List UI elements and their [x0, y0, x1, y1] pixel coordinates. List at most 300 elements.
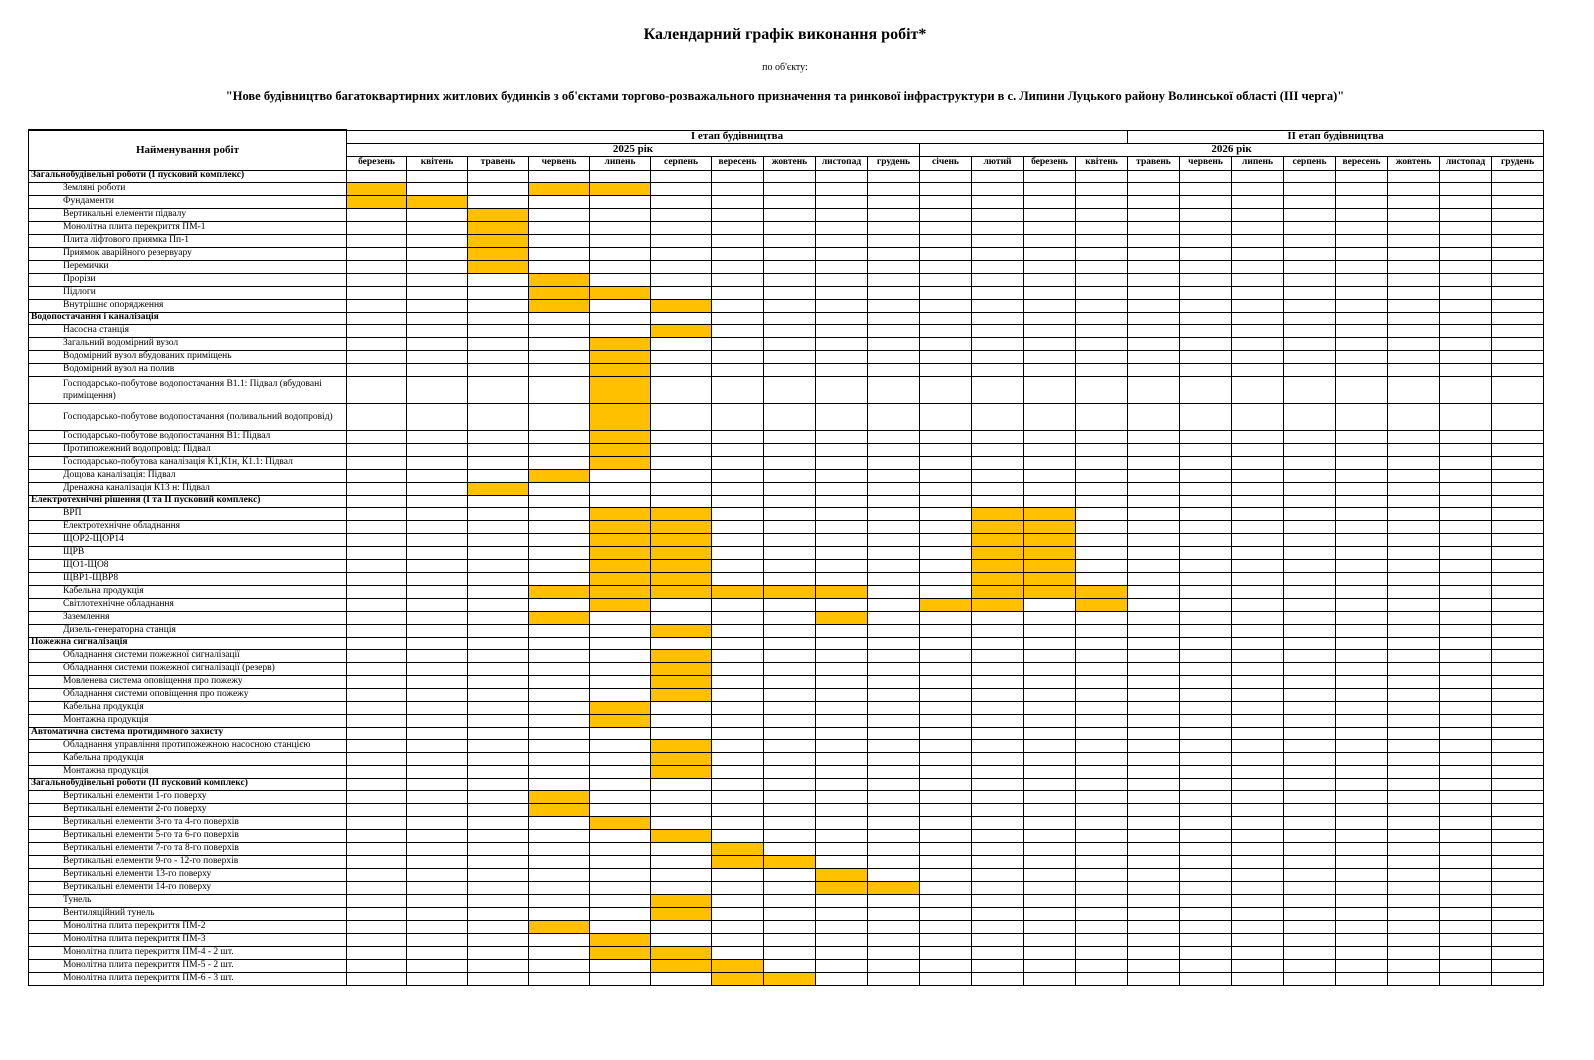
gantt-empty-cell	[590, 247, 651, 260]
gantt-empty-cell	[764, 247, 816, 260]
gantt-empty-cell	[347, 430, 407, 443]
task-row	[29, 701, 1544, 714]
gantt-empty-cell	[468, 701, 529, 714]
task-row	[29, 337, 1544, 350]
gantt-empty-cell	[1388, 662, 1440, 675]
gantt-empty-cell	[1076, 337, 1128, 350]
gantt-empty-cell	[1440, 946, 1492, 959]
gantt-empty-cell	[1336, 350, 1388, 363]
gantt-empty-cell	[1388, 482, 1440, 495]
gantt-empty-cell	[1336, 260, 1388, 273]
gantt-empty-cell	[590, 907, 651, 920]
gantt-empty-cell	[1492, 959, 1544, 972]
gantt-empty-cell	[1128, 312, 1180, 324]
gantt-empty-cell	[816, 195, 868, 208]
gantt-empty-cell	[1180, 752, 1232, 765]
gantt-empty-cell	[868, 946, 920, 959]
gantt-empty-cell	[1336, 803, 1388, 816]
gantt-empty-cell	[651, 363, 712, 376]
gantt-empty-cell	[590, 312, 651, 324]
gantt-empty-cell	[347, 920, 407, 933]
gantt-empty-cell	[468, 507, 529, 520]
gantt-empty-cell	[1440, 816, 1492, 829]
gantt-empty-cell	[1284, 572, 1336, 585]
gantt-empty-cell	[920, 585, 972, 598]
gantt-empty-cell	[1024, 482, 1076, 495]
gantt-bar-cell	[529, 790, 590, 803]
gantt-empty-cell	[764, 829, 816, 842]
gantt-empty-cell	[590, 727, 651, 739]
gantt-empty-cell	[1232, 546, 1284, 559]
gantt-empty-cell	[529, 520, 590, 533]
gantt-empty-cell	[468, 842, 529, 855]
gantt-empty-cell	[1232, 234, 1284, 247]
gantt-empty-cell	[1232, 208, 1284, 221]
gantt-empty-cell	[1232, 637, 1284, 649]
gantt-empty-cell	[1284, 598, 1336, 611]
gantt-empty-cell	[868, 585, 920, 598]
gantt-empty-cell	[407, 894, 468, 907]
gantt-empty-cell	[1232, 273, 1284, 286]
gantt-empty-cell	[651, 456, 712, 469]
gantt-empty-cell	[347, 675, 407, 688]
gantt-empty-cell	[529, 456, 590, 469]
gantt-empty-cell	[468, 520, 529, 533]
month-header: листопад	[816, 156, 868, 170]
task-row	[29, 507, 1544, 520]
gantt-empty-cell	[972, 312, 1024, 324]
gantt-empty-cell	[1076, 675, 1128, 688]
gantt-empty-cell	[972, 260, 1024, 273]
gantt-empty-cell	[1232, 286, 1284, 299]
gantt-empty-cell	[1076, 611, 1128, 624]
gantt-empty-cell	[920, 739, 972, 752]
gantt-empty-cell	[407, 559, 468, 572]
gantt-empty-cell	[407, 546, 468, 559]
gantt-empty-cell	[1284, 972, 1336, 985]
gantt-empty-cell	[1440, 456, 1492, 469]
gantt-empty-cell	[590, 637, 651, 649]
gantt-empty-cell	[816, 637, 868, 649]
task-row	[29, 456, 1544, 469]
gantt-empty-cell	[816, 649, 868, 662]
gantt-empty-cell	[816, 260, 868, 273]
gantt-empty-cell	[1336, 959, 1388, 972]
gantt-empty-cell	[1076, 286, 1128, 299]
gantt-empty-cell	[1388, 688, 1440, 701]
gantt-empty-cell	[868, 611, 920, 624]
gantt-empty-cell	[764, 675, 816, 688]
gantt-empty-cell	[1492, 443, 1544, 456]
task-row	[29, 816, 1544, 829]
gantt-bar-cell	[920, 598, 972, 611]
gantt-empty-cell	[1024, 662, 1076, 675]
gantt-empty-cell	[1076, 701, 1128, 714]
gantt-empty-cell	[347, 286, 407, 299]
gantt-empty-cell	[1076, 959, 1128, 972]
gantt-empty-cell	[1388, 559, 1440, 572]
gantt-empty-cell	[764, 790, 816, 803]
gantt-empty-cell	[1440, 803, 1492, 816]
task-name: Обладнання системи пожежної сигналізації (резерв)	[29, 662, 347, 675]
gantt-empty-cell	[1388, 675, 1440, 688]
gantt-empty-cell	[407, 611, 468, 624]
gantt-empty-cell	[1336, 714, 1388, 727]
gantt-empty-cell	[1128, 675, 1180, 688]
gantt-bar-cell	[712, 585, 764, 598]
task-name: Водомірний вузол вбудованих приміщень	[29, 350, 347, 363]
gantt-bar-cell	[468, 221, 529, 234]
task-name: ЩО1-ЩО8	[29, 559, 347, 572]
gantt-empty-cell	[407, 972, 468, 985]
gantt-empty-cell	[407, 598, 468, 611]
gantt-empty-cell	[1284, 688, 1336, 701]
gantt-empty-cell	[1336, 546, 1388, 559]
gantt-empty-cell	[347, 933, 407, 946]
gantt-bar-cell	[651, 752, 712, 765]
gantt-empty-cell	[1492, 495, 1544, 507]
gantt-empty-cell	[1388, 790, 1440, 803]
gantt-empty-cell	[1232, 727, 1284, 739]
gantt-empty-cell	[1388, 546, 1440, 559]
gantt-empty-cell	[468, 195, 529, 208]
gantt-empty-cell	[920, 443, 972, 456]
gantt-empty-cell	[712, 234, 764, 247]
gantt-empty-cell	[1128, 469, 1180, 482]
task-name: Кабельна продукція	[29, 701, 347, 714]
gantt-empty-cell	[1180, 495, 1232, 507]
gantt-empty-cell	[868, 403, 920, 430]
gantt-empty-cell	[764, 559, 816, 572]
gantt-empty-cell	[347, 881, 407, 894]
gantt-empty-cell	[920, 182, 972, 195]
gantt-empty-cell	[816, 959, 868, 972]
gantt-empty-cell	[1388, 933, 1440, 946]
gantt-empty-cell	[1388, 624, 1440, 637]
gantt-empty-cell	[407, 675, 468, 688]
gantt-empty-cell	[1336, 778, 1388, 790]
gantt-empty-cell	[407, 260, 468, 273]
gantt-empty-cell	[590, 624, 651, 637]
gantt-empty-cell	[816, 312, 868, 324]
gantt-empty-cell	[816, 273, 868, 286]
gantt-empty-cell	[468, 443, 529, 456]
gantt-empty-cell	[1284, 894, 1336, 907]
gantt-empty-cell	[468, 337, 529, 350]
gantt-empty-cell	[468, 182, 529, 195]
gantt-empty-cell	[1076, 946, 1128, 959]
gantt-empty-cell	[407, 649, 468, 662]
gantt-empty-cell	[868, 701, 920, 714]
gantt-empty-cell	[347, 572, 407, 585]
gantt-empty-cell	[816, 430, 868, 443]
gantt-empty-cell	[1024, 881, 1076, 894]
gantt-empty-cell	[972, 469, 1024, 482]
gantt-empty-cell	[764, 881, 816, 894]
gantt-empty-cell	[1440, 260, 1492, 273]
gantt-empty-cell	[1388, 495, 1440, 507]
gantt-empty-cell	[1180, 430, 1232, 443]
gantt-bar-cell	[651, 520, 712, 533]
gantt-empty-cell	[1336, 507, 1388, 520]
gantt-empty-cell	[468, 170, 529, 182]
gantt-empty-cell	[712, 195, 764, 208]
gantt-empty-cell	[764, 714, 816, 727]
gantt-empty-cell	[868, 430, 920, 443]
gantt-empty-cell	[347, 403, 407, 430]
gantt-empty-cell	[1024, 868, 1076, 881]
gantt-empty-cell	[347, 585, 407, 598]
gantt-empty-cell	[920, 675, 972, 688]
gantt-empty-cell	[1492, 688, 1544, 701]
gantt-empty-cell	[1492, 675, 1544, 688]
gantt-empty-cell	[1388, 714, 1440, 727]
gantt-empty-cell	[1128, 221, 1180, 234]
gantt-empty-cell	[407, 662, 468, 675]
gantt-empty-cell	[1180, 842, 1232, 855]
gantt-empty-cell	[529, 403, 590, 430]
task-name: Господарсько-побутове водопостачання В1: Підвал	[29, 430, 347, 443]
gantt-empty-cell	[651, 208, 712, 221]
gantt-empty-cell	[529, 533, 590, 546]
gantt-bar-cell	[590, 559, 651, 572]
gantt-empty-cell	[1492, 299, 1544, 312]
gantt-empty-cell	[764, 546, 816, 559]
task-row	[29, 443, 1544, 456]
gantt-empty-cell	[590, 868, 651, 881]
gantt-empty-cell	[1492, 907, 1544, 920]
gantt-empty-cell	[972, 286, 1024, 299]
gantt-empty-cell	[920, 559, 972, 572]
gantt-empty-cell	[529, 701, 590, 714]
task-row	[29, 430, 1544, 443]
gantt-bar-cell	[1024, 546, 1076, 559]
gantt-empty-cell	[1232, 260, 1284, 273]
gantt-bar-cell	[651, 894, 712, 907]
gantt-empty-cell	[712, 260, 764, 273]
gantt-empty-cell	[1024, 803, 1076, 816]
gantt-empty-cell	[712, 403, 764, 430]
gantt-empty-cell	[712, 247, 764, 260]
task-name: Обладнання системи оповіщення про пожежу	[29, 688, 347, 701]
gantt-bar-cell	[1024, 520, 1076, 533]
gantt-empty-cell	[651, 403, 712, 430]
gantt-empty-cell	[1180, 247, 1232, 260]
gantt-empty-cell	[1076, 170, 1128, 182]
task-name: ЩОР2-ЩОР14	[29, 533, 347, 546]
gantt-empty-cell	[1024, 363, 1076, 376]
gantt-empty-cell	[1336, 920, 1388, 933]
gantt-empty-cell	[1180, 456, 1232, 469]
gantt-empty-cell	[1076, 624, 1128, 637]
gantt-empty-cell	[920, 208, 972, 221]
gantt-empty-cell	[468, 324, 529, 337]
gantt-empty-cell	[1388, 842, 1440, 855]
gantt-empty-cell	[1388, 946, 1440, 959]
gantt-empty-cell	[764, 572, 816, 585]
gantt-empty-cell	[1024, 765, 1076, 778]
gantt-empty-cell	[1076, 829, 1128, 842]
gantt-empty-cell	[1284, 727, 1336, 739]
gantt-empty-cell	[712, 430, 764, 443]
gantt-empty-cell	[590, 842, 651, 855]
gantt-empty-cell	[468, 868, 529, 881]
gantt-empty-cell	[1024, 611, 1076, 624]
task-name: Кабельна продукція	[29, 585, 347, 598]
gantt-empty-cell	[1440, 907, 1492, 920]
gantt-empty-cell	[468, 649, 529, 662]
section-row	[29, 170, 1544, 182]
gantt-empty-cell	[764, 765, 816, 778]
task-row	[29, 868, 1544, 881]
month-header: липень	[590, 156, 651, 170]
gantt-empty-cell	[1180, 765, 1232, 778]
gantt-empty-cell	[920, 637, 972, 649]
gantt-empty-cell	[347, 842, 407, 855]
gantt-empty-cell	[468, 790, 529, 803]
gantt-empty-cell	[1128, 894, 1180, 907]
gantt-empty-cell	[972, 855, 1024, 868]
gantt-empty-cell	[712, 376, 764, 403]
gantt-empty-cell	[1492, 376, 1544, 403]
gantt-empty-cell	[590, 972, 651, 985]
gantt-empty-cell	[1232, 195, 1284, 208]
task-name: Монолітна плита перекриття ПМ-6 - 3 шт.	[29, 972, 347, 985]
gantt-bar-cell	[529, 469, 590, 482]
gantt-empty-cell	[816, 972, 868, 985]
section-row	[29, 778, 1544, 790]
gantt-empty-cell	[651, 972, 712, 985]
gantt-empty-cell	[1388, 752, 1440, 765]
task-name: Монолітна плита перекриття ПМ-4 - 2 шт.	[29, 946, 347, 959]
gantt-empty-cell	[1492, 972, 1544, 985]
gantt-empty-cell	[1336, 765, 1388, 778]
gantt-empty-cell	[1284, 247, 1336, 260]
gantt-empty-cell	[590, 739, 651, 752]
gantt-empty-cell	[712, 443, 764, 456]
gantt-empty-cell	[1440, 403, 1492, 430]
gantt-bar-cell	[407, 195, 468, 208]
gantt-empty-cell	[712, 482, 764, 495]
gantt-empty-cell	[1232, 842, 1284, 855]
gantt-bar-cell	[590, 350, 651, 363]
gantt-empty-cell	[920, 430, 972, 443]
task-name: ВРП	[29, 507, 347, 520]
task-row	[29, 803, 1544, 816]
gantt-bar-cell	[590, 546, 651, 559]
gantt-empty-cell	[1336, 739, 1388, 752]
gantt-empty-cell	[407, 363, 468, 376]
gantt-empty-cell	[1232, 324, 1284, 337]
stage-2-header: ІІ етап будівництва	[1128, 130, 1544, 143]
gantt-empty-cell	[868, 624, 920, 637]
gantt-empty-cell	[1076, 842, 1128, 855]
gantt-empty-cell	[468, 739, 529, 752]
gantt-empty-cell	[816, 234, 868, 247]
gantt-empty-cell	[1024, 855, 1076, 868]
gantt-bar-cell	[590, 933, 651, 946]
gantt-empty-cell	[1440, 637, 1492, 649]
gantt-bar-cell	[1024, 585, 1076, 598]
section-title: Загальнобудівельні роботи (ІІ пусковий комплекс)	[29, 778, 347, 790]
gantt-bar-cell	[529, 182, 590, 195]
gantt-empty-cell	[764, 598, 816, 611]
gantt-empty-cell	[1336, 403, 1388, 430]
gantt-bar-cell	[590, 443, 651, 456]
gantt-empty-cell	[764, 430, 816, 443]
gantt-bar-cell	[712, 855, 764, 868]
gantt-empty-cell	[590, 482, 651, 495]
gantt-empty-cell	[1440, 286, 1492, 299]
gantt-empty-cell	[1024, 182, 1076, 195]
gantt-empty-cell	[1440, 881, 1492, 894]
gantt-empty-cell	[972, 714, 1024, 727]
gantt-empty-cell	[1388, 533, 1440, 546]
gantt-empty-cell	[1492, 752, 1544, 765]
gantt-empty-cell	[1440, 790, 1492, 803]
gantt-empty-cell	[712, 170, 764, 182]
month-header: жовтень	[1388, 156, 1440, 170]
gantt-empty-cell	[347, 778, 407, 790]
gantt-empty-cell	[1076, 752, 1128, 765]
gantt-empty-cell	[1180, 376, 1232, 403]
gantt-empty-cell	[1024, 598, 1076, 611]
gantt-empty-cell	[1336, 443, 1388, 456]
task-row	[29, 403, 1544, 430]
gantt-empty-cell	[1336, 337, 1388, 350]
gantt-empty-cell	[468, 765, 529, 778]
gantt-empty-cell	[407, 234, 468, 247]
gantt-bar-cell	[651, 739, 712, 752]
section-title: Електротехнічні рішення (І та ІІ пусковий комплекс)	[29, 495, 347, 507]
gantt-empty-cell	[407, 182, 468, 195]
gantt-empty-cell	[816, 443, 868, 456]
task-name: Насосна станція	[29, 324, 347, 337]
gantt-empty-cell	[868, 221, 920, 234]
gantt-empty-cell	[1076, 816, 1128, 829]
gantt-empty-cell	[651, 881, 712, 894]
gantt-empty-cell	[1492, 234, 1544, 247]
gantt-empty-cell	[1388, 907, 1440, 920]
task-name: Кабельна продукція	[29, 752, 347, 765]
gantt-empty-cell	[1388, 507, 1440, 520]
gantt-empty-cell	[347, 221, 407, 234]
gantt-empty-cell	[1336, 247, 1388, 260]
task-row	[29, 933, 1544, 946]
gantt-empty-cell	[1388, 350, 1440, 363]
gantt-empty-cell	[868, 273, 920, 286]
gantt-empty-cell	[920, 403, 972, 430]
gantt-empty-cell	[1128, 881, 1180, 894]
gantt-empty-cell	[1440, 299, 1492, 312]
gantt-empty-cell	[868, 637, 920, 649]
gantt-empty-cell	[1388, 337, 1440, 350]
gantt-empty-cell	[1180, 790, 1232, 803]
gantt-empty-cell	[468, 829, 529, 842]
gantt-bar-cell	[972, 572, 1024, 585]
gantt-empty-cell	[1024, 273, 1076, 286]
gantt-empty-cell	[1284, 533, 1336, 546]
gantt-empty-cell	[1128, 208, 1180, 221]
gantt-empty-cell	[347, 868, 407, 881]
gantt-empty-cell	[407, 482, 468, 495]
task-name: Дренажна каналізація К13 н: Підвал	[29, 482, 347, 495]
gantt-empty-cell	[1440, 363, 1492, 376]
gantt-empty-cell	[972, 221, 1024, 234]
gantt-empty-cell	[1492, 920, 1544, 933]
gantt-empty-cell	[1336, 324, 1388, 337]
task-row	[29, 572, 1544, 585]
